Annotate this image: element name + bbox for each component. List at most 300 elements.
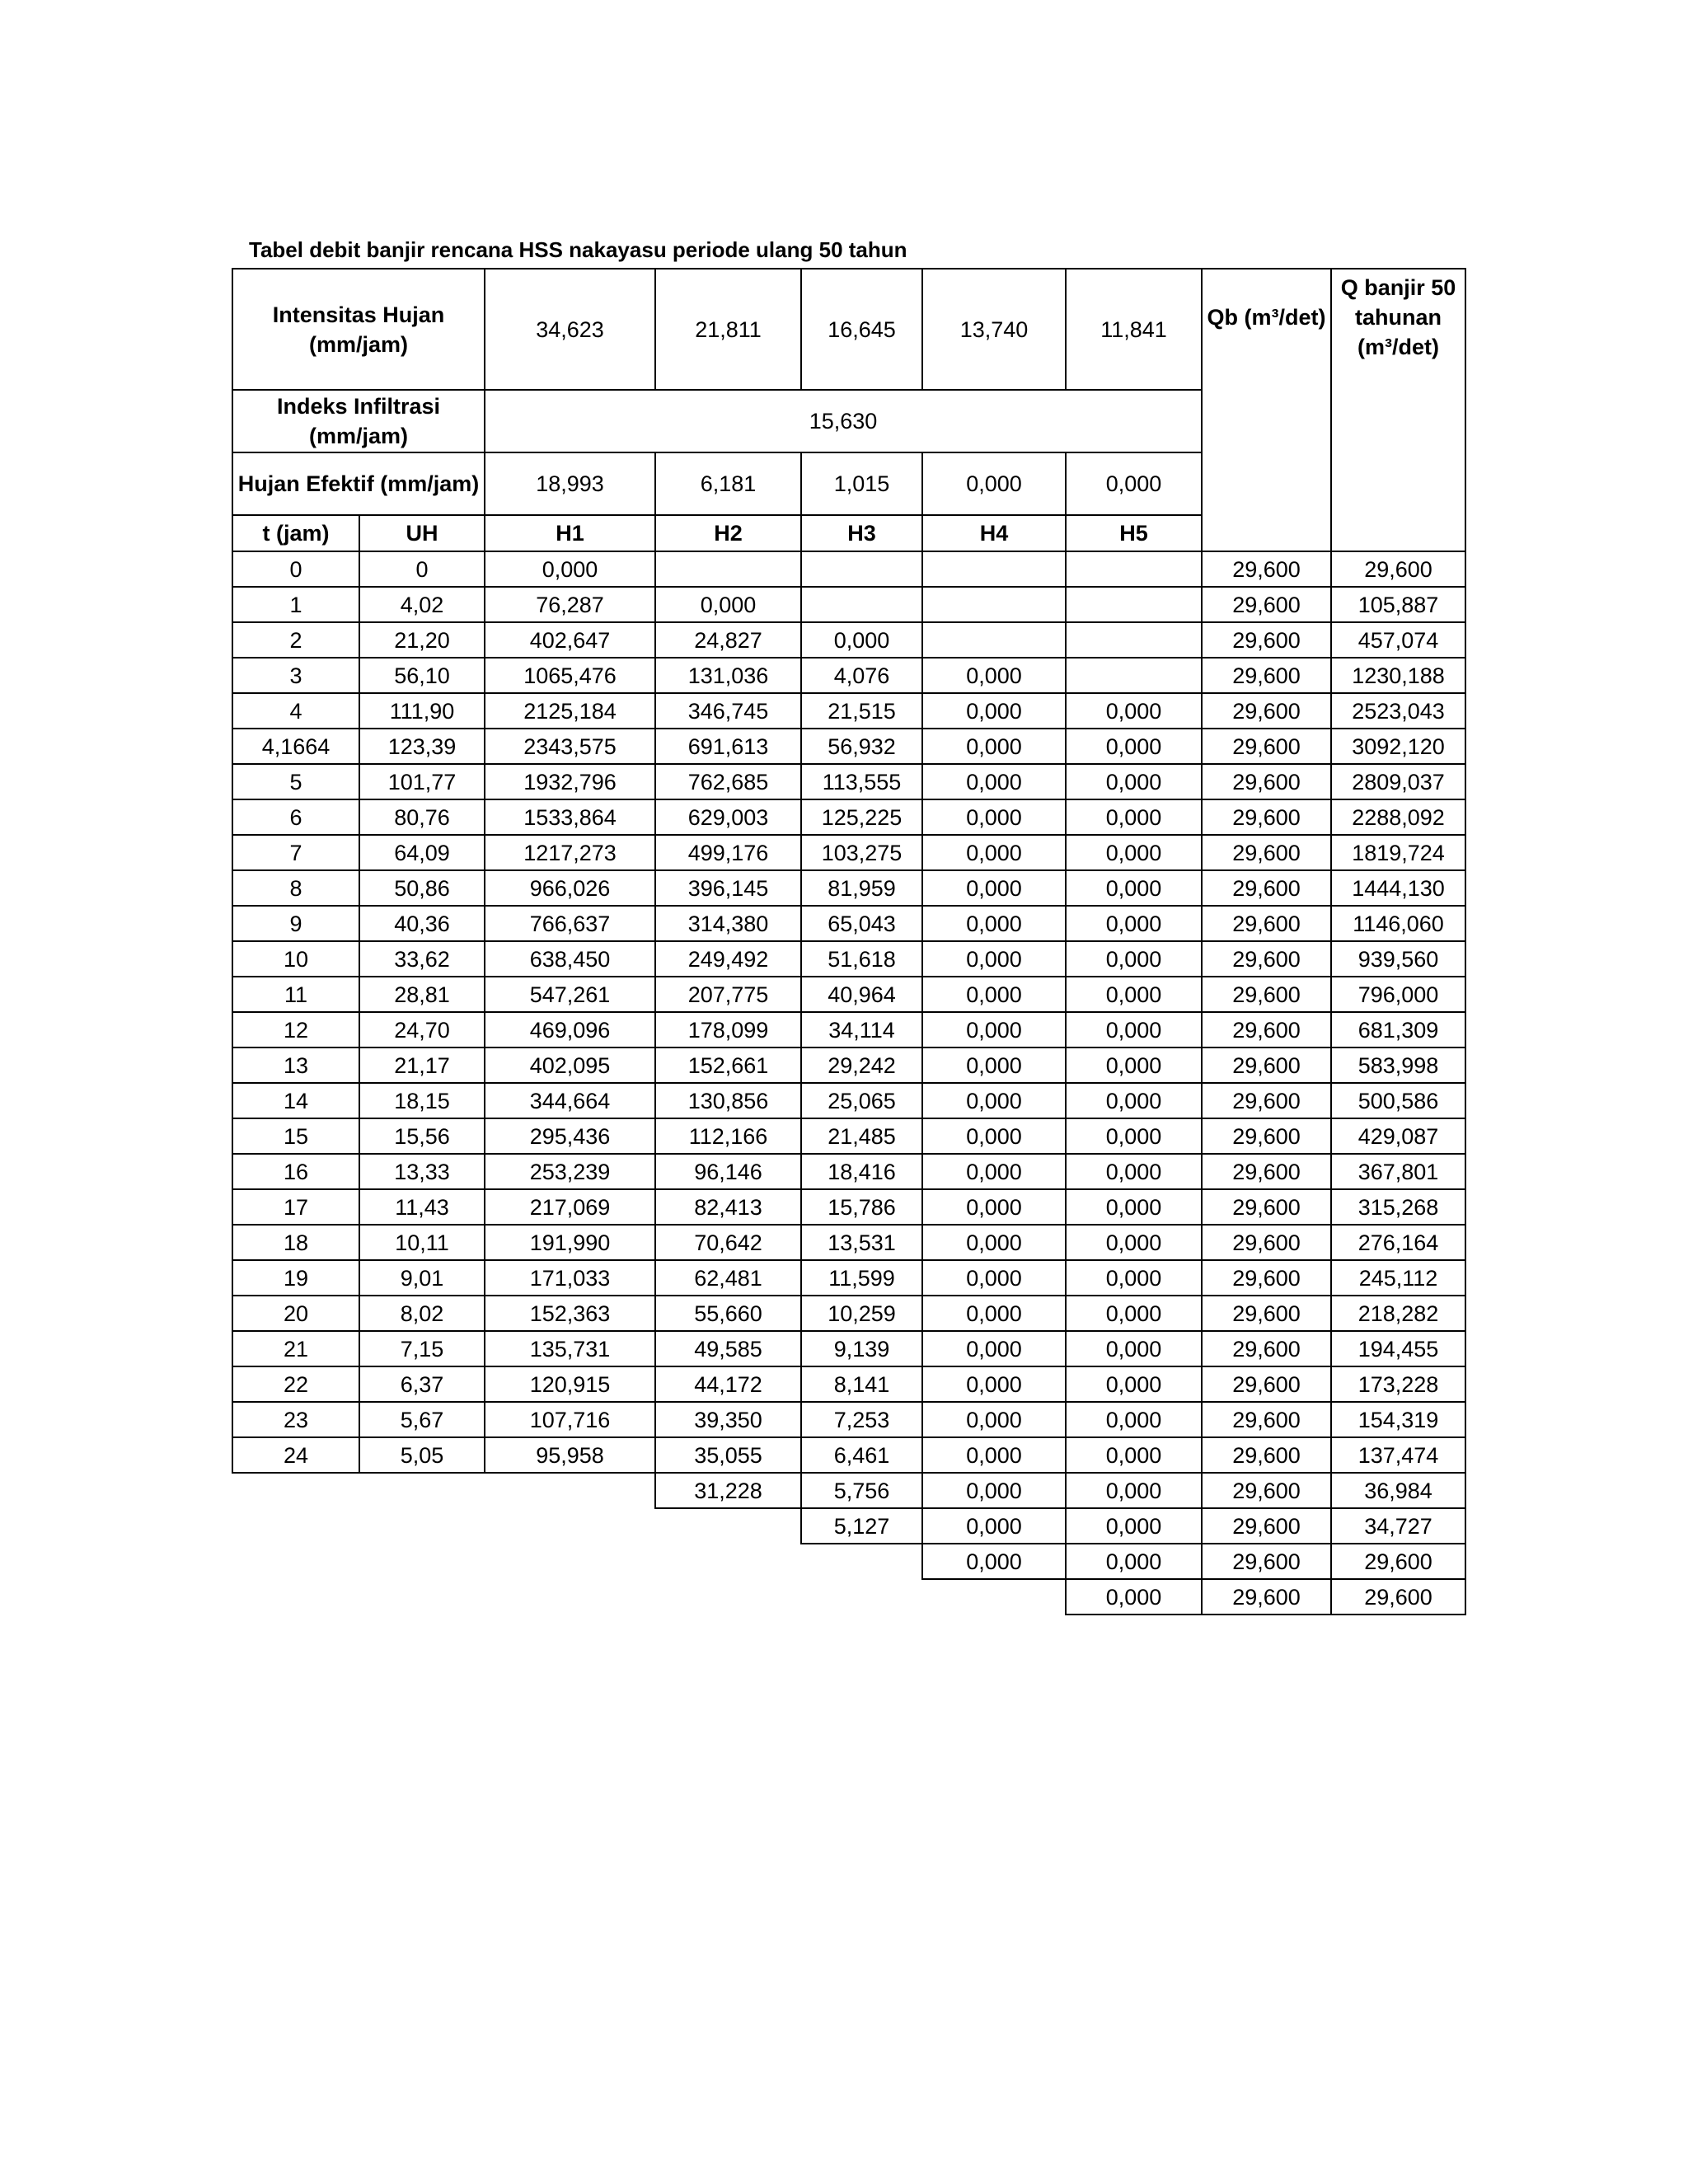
table-row bbox=[232, 1260, 1465, 1296]
table-cell: 0,000 bbox=[922, 764, 1066, 799]
table-cell: 0,000 bbox=[922, 1083, 1066, 1118]
table-cell: 125,225 bbox=[801, 799, 922, 835]
table-cell: 5 bbox=[232, 764, 359, 799]
table-cell: 17 bbox=[232, 1189, 359, 1225]
table-row bbox=[232, 1225, 1465, 1260]
table-cell: 82,413 bbox=[655, 1189, 801, 1225]
table-cell: 0,000 bbox=[485, 551, 655, 587]
table-cell: 0,000 bbox=[1066, 870, 1202, 906]
table-cell: 0,000 bbox=[1066, 977, 1202, 1012]
table-cell: 29,600 bbox=[1202, 729, 1331, 764]
table-cell: 8,141 bbox=[801, 1366, 922, 1402]
table-cell: 56,932 bbox=[801, 729, 922, 764]
table-cell: 103,275 bbox=[801, 835, 922, 870]
table-cell: 1230,188 bbox=[1331, 658, 1465, 693]
table-cell: 0,000 bbox=[922, 906, 1066, 941]
table-cell: 0,000 bbox=[1066, 1402, 1202, 1437]
table-cell: 29,600 bbox=[1202, 1402, 1331, 1437]
table-cell bbox=[1066, 622, 1202, 658]
table-cell: 13,33 bbox=[359, 1154, 485, 1189]
efektif-h5: 0,000 bbox=[1066, 452, 1202, 515]
table-cell: 11 bbox=[232, 977, 359, 1012]
table-cell: 0,000 bbox=[922, 1508, 1066, 1544]
table-cell: 0,000 bbox=[1066, 906, 1202, 941]
table-cell: 34,727 bbox=[1331, 1508, 1465, 1544]
table-cell: 500,586 bbox=[1331, 1083, 1465, 1118]
table-cell: 15 bbox=[232, 1118, 359, 1154]
table-cell: 10 bbox=[232, 941, 359, 977]
table-cell: 762,685 bbox=[655, 764, 801, 799]
table-cell: 24,827 bbox=[655, 622, 801, 658]
table-cell: 65,043 bbox=[801, 906, 922, 941]
intensitas-h4: 13,740 bbox=[922, 269, 1066, 390]
table-row bbox=[232, 835, 1465, 870]
table-cell: 70,642 bbox=[655, 1225, 801, 1260]
table-cell bbox=[232, 1508, 359, 1544]
table-cell: 218,282 bbox=[1331, 1296, 1465, 1331]
table-cell: 101,77 bbox=[359, 764, 485, 799]
table-cell: 23 bbox=[232, 1402, 359, 1437]
table-cell: 29,600 bbox=[1202, 1437, 1331, 1473]
table-cell: 3 bbox=[232, 658, 359, 693]
table-cell: 0,000 bbox=[922, 1225, 1066, 1260]
table-cell: 29,600 bbox=[1331, 1544, 1465, 1579]
table-cell: 1217,273 bbox=[485, 835, 655, 870]
table-cell: 2 bbox=[232, 622, 359, 658]
table-cell: 28,81 bbox=[359, 977, 485, 1012]
table-cell: 29,242 bbox=[801, 1047, 922, 1083]
table-cell: 0,000 bbox=[1066, 1118, 1202, 1154]
col-uh: UH bbox=[359, 515, 485, 551]
table-cell: 0,000 bbox=[1066, 1189, 1202, 1225]
table-cell: 25,065 bbox=[801, 1083, 922, 1118]
table-cell: 2523,043 bbox=[1331, 693, 1465, 729]
table-cell: 0,000 bbox=[1066, 835, 1202, 870]
table-cell bbox=[801, 1579, 922, 1615]
table-cell bbox=[1066, 551, 1202, 587]
table-row bbox=[232, 551, 1465, 587]
table-cell: 2125,184 bbox=[485, 693, 655, 729]
table-cell: 171,033 bbox=[485, 1260, 655, 1296]
table-cell: 367,801 bbox=[1331, 1154, 1465, 1189]
table-cell: 0,000 bbox=[922, 1331, 1066, 1366]
table-cell: 253,239 bbox=[485, 1154, 655, 1189]
table-row bbox=[232, 1331, 1465, 1366]
table-cell: 29,600 bbox=[1202, 693, 1331, 729]
table-cell: 20 bbox=[232, 1296, 359, 1331]
table-cell: 29,600 bbox=[1202, 1473, 1331, 1508]
intensitas-h1: 34,623 bbox=[485, 269, 655, 390]
table-cell: 2343,575 bbox=[485, 729, 655, 764]
table-cell: 29,600 bbox=[1202, 1118, 1331, 1154]
table-row bbox=[232, 1366, 1465, 1402]
table-cell: 276,164 bbox=[1331, 1225, 1465, 1260]
table-cell: 29,600 bbox=[1202, 1296, 1331, 1331]
efektif-label: Hujan Efektif (mm/jam) bbox=[232, 452, 485, 515]
table-cell: 457,074 bbox=[1331, 622, 1465, 658]
table-cell bbox=[922, 1579, 1066, 1615]
table-cell bbox=[655, 1579, 801, 1615]
table-cell: 33,62 bbox=[359, 941, 485, 977]
table-cell: 0,000 bbox=[922, 1366, 1066, 1402]
table-cell: 0,000 bbox=[1066, 1579, 1202, 1615]
table-cell: 0,000 bbox=[922, 1047, 1066, 1083]
table-cell: 29,600 bbox=[1202, 1508, 1331, 1544]
table-cell: 191,990 bbox=[485, 1225, 655, 1260]
table-cell: 0,000 bbox=[801, 622, 922, 658]
table-cell: 315,268 bbox=[1331, 1189, 1465, 1225]
table-cell: 80,76 bbox=[359, 799, 485, 835]
table-cell: 7,15 bbox=[359, 1331, 485, 1366]
table-cell: 50,86 bbox=[359, 870, 485, 906]
table-cell: 1444,130 bbox=[1331, 870, 1465, 906]
table-cell: 29,600 bbox=[1202, 1047, 1331, 1083]
table-cell: 13,531 bbox=[801, 1225, 922, 1260]
qb-header: Qb (m³/det) bbox=[1202, 269, 1331, 551]
intensitas-h2: 21,811 bbox=[655, 269, 801, 390]
table-cell: 0,000 bbox=[1066, 1083, 1202, 1118]
table-cell: 0,000 bbox=[922, 1260, 1066, 1296]
table-row bbox=[232, 1508, 1465, 1544]
table-cell: 0,000 bbox=[1066, 729, 1202, 764]
table-cell: 62,481 bbox=[655, 1260, 801, 1296]
table-cell: 15,56 bbox=[359, 1118, 485, 1154]
table-cell: 3092,120 bbox=[1331, 729, 1465, 764]
table-cell bbox=[359, 1473, 485, 1508]
table-row bbox=[232, 1154, 1465, 1189]
table-cell: 0,000 bbox=[1066, 1437, 1202, 1473]
table-row bbox=[232, 1047, 1465, 1083]
table-cell: 18 bbox=[232, 1225, 359, 1260]
table-cell: 10,259 bbox=[801, 1296, 922, 1331]
table-cell: 681,309 bbox=[1331, 1012, 1465, 1047]
table-cell: 1819,724 bbox=[1331, 835, 1465, 870]
table-cell: 11,43 bbox=[359, 1189, 485, 1225]
table-cell: 9,01 bbox=[359, 1260, 485, 1296]
intensitas-label: Intensitas Hujan (mm/jam) bbox=[232, 269, 485, 390]
table-cell: 29,600 bbox=[1202, 1083, 1331, 1118]
table-row bbox=[232, 729, 1465, 764]
table-cell: 0,000 bbox=[1066, 1225, 1202, 1260]
table-cell: 29,600 bbox=[1202, 941, 1331, 977]
table-cell: 29,600 bbox=[1202, 587, 1331, 622]
table-cell: 0,000 bbox=[1066, 1544, 1202, 1579]
table-cell bbox=[922, 622, 1066, 658]
table-cell: 6,461 bbox=[801, 1437, 922, 1473]
table-cell bbox=[485, 1544, 655, 1579]
table-row bbox=[232, 906, 1465, 941]
table-cell: 0,000 bbox=[922, 1544, 1066, 1579]
table-cell bbox=[801, 1544, 922, 1579]
table-cell: 8,02 bbox=[359, 1296, 485, 1331]
table-row bbox=[232, 658, 1465, 693]
table-cell: 29,600 bbox=[1202, 906, 1331, 941]
table-cell: 0,000 bbox=[1066, 1331, 1202, 1366]
table-cell: 56,10 bbox=[359, 658, 485, 693]
table-row bbox=[232, 941, 1465, 977]
table-cell: 796,000 bbox=[1331, 977, 1465, 1012]
table-cell: 4 bbox=[232, 693, 359, 729]
infiltrasi-value: 15,630 bbox=[485, 390, 1202, 452]
table-cell: 29,600 bbox=[1202, 1012, 1331, 1047]
table-cell: 29,600 bbox=[1202, 977, 1331, 1012]
table-cell: 29,600 bbox=[1202, 1154, 1331, 1189]
table-cell: 137,474 bbox=[1331, 1437, 1465, 1473]
flood-discharge-table bbox=[232, 268, 1466, 1615]
table-cell: 0,000 bbox=[1066, 1296, 1202, 1331]
table-cell: 19 bbox=[232, 1260, 359, 1296]
table-cell bbox=[922, 551, 1066, 587]
table-cell: 22 bbox=[232, 1366, 359, 1402]
table-cell bbox=[485, 1473, 655, 1508]
table-cell bbox=[485, 1579, 655, 1615]
table-cell: 111,90 bbox=[359, 693, 485, 729]
table-cell: 12 bbox=[232, 1012, 359, 1047]
table-cell bbox=[359, 1508, 485, 1544]
col-h1: H1 bbox=[485, 515, 655, 551]
table-cell: 6,37 bbox=[359, 1366, 485, 1402]
table-cell: 4,076 bbox=[801, 658, 922, 693]
table-cell: 0,000 bbox=[922, 1012, 1066, 1047]
table-cell: 29,600 bbox=[1331, 1579, 1465, 1615]
table-cell: 314,380 bbox=[655, 906, 801, 941]
table-cell: 29,600 bbox=[1202, 1331, 1331, 1366]
table-cell: 76,287 bbox=[485, 587, 655, 622]
table-cell: 35,055 bbox=[655, 1437, 801, 1473]
table-cell: 0,000 bbox=[922, 1154, 1066, 1189]
table-cell: 29,600 bbox=[1202, 870, 1331, 906]
table-cell: 0,000 bbox=[1066, 1260, 1202, 1296]
table-cell: 0,000 bbox=[1066, 941, 1202, 977]
q-banjir-header: Q banjir 50 tahunan (m³/det) bbox=[1331, 269, 1465, 551]
table-cell: 5,756 bbox=[801, 1473, 922, 1508]
table-cell: 469,096 bbox=[485, 1012, 655, 1047]
efektif-h1: 18,993 bbox=[485, 452, 655, 515]
table-cell: 40,36 bbox=[359, 906, 485, 941]
table-cell: 939,560 bbox=[1331, 941, 1465, 977]
table-cell: 152,363 bbox=[485, 1296, 655, 1331]
table-cell: 55,660 bbox=[655, 1296, 801, 1331]
table-cell: 29,600 bbox=[1202, 1366, 1331, 1402]
table-cell: 5,127 bbox=[801, 1508, 922, 1544]
table-cell: 9 bbox=[232, 906, 359, 941]
table-cell: 0,000 bbox=[1066, 1366, 1202, 1402]
table-cell: 49,585 bbox=[655, 1331, 801, 1366]
table-cell: 0,000 bbox=[922, 1402, 1066, 1437]
table-cell: 295,436 bbox=[485, 1118, 655, 1154]
table-cell: 29,600 bbox=[1331, 551, 1465, 587]
table-cell bbox=[801, 551, 922, 587]
col-h3: H3 bbox=[801, 515, 922, 551]
table-cell: 0,000 bbox=[922, 1473, 1066, 1508]
table-cell: 0,000 bbox=[1066, 1508, 1202, 1544]
table-cell: 29,600 bbox=[1202, 1579, 1331, 1615]
table-cell: 0,000 bbox=[1066, 799, 1202, 835]
table-cell: 105,887 bbox=[1331, 587, 1465, 622]
table-row bbox=[232, 977, 1465, 1012]
table-cell: 194,455 bbox=[1331, 1331, 1465, 1366]
table-cell: 24,70 bbox=[359, 1012, 485, 1047]
table-cell bbox=[655, 551, 801, 587]
table-title: Tabel debit banjir rencana HSS nakayasu periode ulang 50 tahun bbox=[249, 237, 907, 262]
table-cell: 36,984 bbox=[1331, 1473, 1465, 1508]
table-cell: 40,964 bbox=[801, 977, 922, 1012]
table-cell: 120,915 bbox=[485, 1366, 655, 1402]
efektif-h2: 6,181 bbox=[655, 452, 801, 515]
table-cell: 402,095 bbox=[485, 1047, 655, 1083]
table-cell: 0,000 bbox=[1066, 764, 1202, 799]
table-cell bbox=[1066, 658, 1202, 693]
table-cell: 766,637 bbox=[485, 906, 655, 941]
infiltrasi-label: Indeks Infiltrasi (mm/jam) bbox=[232, 390, 485, 452]
table-row bbox=[232, 1296, 1465, 1331]
table-cell bbox=[232, 1473, 359, 1508]
table-row bbox=[232, 799, 1465, 835]
table-cell: 0,000 bbox=[922, 658, 1066, 693]
table-cell: 29,600 bbox=[1202, 1260, 1331, 1296]
table-cell: 31,228 bbox=[655, 1473, 801, 1508]
table-row bbox=[232, 1402, 1465, 1437]
table-cell bbox=[232, 1579, 359, 1615]
table-cell: 0,000 bbox=[1066, 1473, 1202, 1508]
table-cell: 21,20 bbox=[359, 622, 485, 658]
table-row bbox=[232, 1012, 1465, 1047]
table-cell: 346,745 bbox=[655, 693, 801, 729]
table-cell bbox=[922, 587, 1066, 622]
col-t-jam: t (jam) bbox=[232, 515, 359, 551]
table-cell: 0,000 bbox=[1066, 1012, 1202, 1047]
table-cell: 81,959 bbox=[801, 870, 922, 906]
table-cell: 629,003 bbox=[655, 799, 801, 835]
table-cell: 547,261 bbox=[485, 977, 655, 1012]
table-cell: 11,599 bbox=[801, 1260, 922, 1296]
table-cell: 207,775 bbox=[655, 977, 801, 1012]
table-cell: 0,000 bbox=[922, 977, 1066, 1012]
table-cell: 152,661 bbox=[655, 1047, 801, 1083]
table-cell: 29,600 bbox=[1202, 799, 1331, 835]
table-cell: 44,172 bbox=[655, 1366, 801, 1402]
table-cell: 21,515 bbox=[801, 693, 922, 729]
table-row bbox=[232, 1579, 1465, 1615]
table-row bbox=[232, 693, 1465, 729]
intensitas-h3: 16,645 bbox=[801, 269, 922, 390]
table-cell: 29,600 bbox=[1202, 658, 1331, 693]
table-cell bbox=[485, 1508, 655, 1544]
table-cell: 9,139 bbox=[801, 1331, 922, 1366]
table-cell: 112,166 bbox=[655, 1118, 801, 1154]
table-row bbox=[232, 1189, 1465, 1225]
efektif-h3: 1,015 bbox=[801, 452, 922, 515]
table-cell bbox=[1066, 587, 1202, 622]
table-cell: 18,15 bbox=[359, 1083, 485, 1118]
table-cell: 7 bbox=[232, 835, 359, 870]
col-h2: H2 bbox=[655, 515, 801, 551]
table-cell: 5,67 bbox=[359, 1402, 485, 1437]
table-cell: 966,026 bbox=[485, 870, 655, 906]
table-cell: 107,716 bbox=[485, 1402, 655, 1437]
table-cell: 396,145 bbox=[655, 870, 801, 906]
table-cell: 29,600 bbox=[1202, 835, 1331, 870]
table-cell: 8 bbox=[232, 870, 359, 906]
table-row bbox=[232, 622, 1465, 658]
table-cell: 96,146 bbox=[655, 1154, 801, 1189]
table-cell: 0 bbox=[232, 551, 359, 587]
table-cell: 6 bbox=[232, 799, 359, 835]
table-cell: 429,087 bbox=[1331, 1118, 1465, 1154]
table-cell: 691,613 bbox=[655, 729, 801, 764]
table-cell: 5,05 bbox=[359, 1437, 485, 1473]
table-row bbox=[232, 1544, 1465, 1579]
table-cell: 173,228 bbox=[1331, 1366, 1465, 1402]
table-cell: 10,11 bbox=[359, 1225, 485, 1260]
table-cell: 130,856 bbox=[655, 1083, 801, 1118]
table-cell bbox=[359, 1544, 485, 1579]
table-cell: 1065,476 bbox=[485, 658, 655, 693]
table-cell: 29,600 bbox=[1202, 1189, 1331, 1225]
table-cell: 18,416 bbox=[801, 1154, 922, 1189]
table-cell: 1146,060 bbox=[1331, 906, 1465, 941]
table-row bbox=[232, 870, 1465, 906]
table-cell: 21 bbox=[232, 1331, 359, 1366]
table-cell: 51,618 bbox=[801, 941, 922, 977]
intensitas-h5: 11,841 bbox=[1066, 269, 1202, 390]
table-cell: 123,39 bbox=[359, 729, 485, 764]
table-cell: 0,000 bbox=[1066, 1047, 1202, 1083]
table-cell: 499,176 bbox=[655, 835, 801, 870]
table-cell: 245,112 bbox=[1331, 1260, 1465, 1296]
table-cell: 29,600 bbox=[1202, 764, 1331, 799]
header-row-intensitas bbox=[232, 269, 1465, 390]
table-cell: 4,1664 bbox=[232, 729, 359, 764]
table-cell: 113,555 bbox=[801, 764, 922, 799]
table-cell: 29,600 bbox=[1202, 551, 1331, 587]
table-cell: 1932,796 bbox=[485, 764, 655, 799]
table-cell: 249,492 bbox=[655, 941, 801, 977]
table-cell: 0,000 bbox=[1066, 1154, 1202, 1189]
table-cell: 24 bbox=[232, 1437, 359, 1473]
table-cell: 34,114 bbox=[801, 1012, 922, 1047]
efektif-h4: 0,000 bbox=[922, 452, 1066, 515]
table-cell: 1 bbox=[232, 587, 359, 622]
table-row bbox=[232, 1473, 1465, 1508]
table-row bbox=[232, 587, 1465, 622]
table-cell: 21,485 bbox=[801, 1118, 922, 1154]
table-cell: 135,731 bbox=[485, 1331, 655, 1366]
table-row bbox=[232, 1118, 1465, 1154]
table-cell: 0,000 bbox=[922, 693, 1066, 729]
table-cell: 2288,092 bbox=[1331, 799, 1465, 835]
table-cell: 64,09 bbox=[359, 835, 485, 870]
table-cell: 16 bbox=[232, 1154, 359, 1189]
table-cell: 344,664 bbox=[485, 1083, 655, 1118]
table-cell: 0,000 bbox=[1066, 693, 1202, 729]
table-cell: 0,000 bbox=[922, 729, 1066, 764]
table-cell: 29,600 bbox=[1202, 622, 1331, 658]
table-cell: 39,350 bbox=[655, 1402, 801, 1437]
col-h5: H5 bbox=[1066, 515, 1202, 551]
table-cell: 638,450 bbox=[485, 941, 655, 977]
table-cell: 217,069 bbox=[485, 1189, 655, 1225]
table-cell: 0,000 bbox=[922, 941, 1066, 977]
table-cell: 0,000 bbox=[922, 870, 1066, 906]
table-cell: 95,958 bbox=[485, 1437, 655, 1473]
table-row bbox=[232, 764, 1465, 799]
table-cell: 178,099 bbox=[655, 1012, 801, 1047]
table-cell: 0,000 bbox=[922, 1437, 1066, 1473]
table-cell: 0,000 bbox=[922, 1296, 1066, 1331]
table-cell bbox=[801, 587, 922, 622]
table-cell: 21,17 bbox=[359, 1047, 485, 1083]
